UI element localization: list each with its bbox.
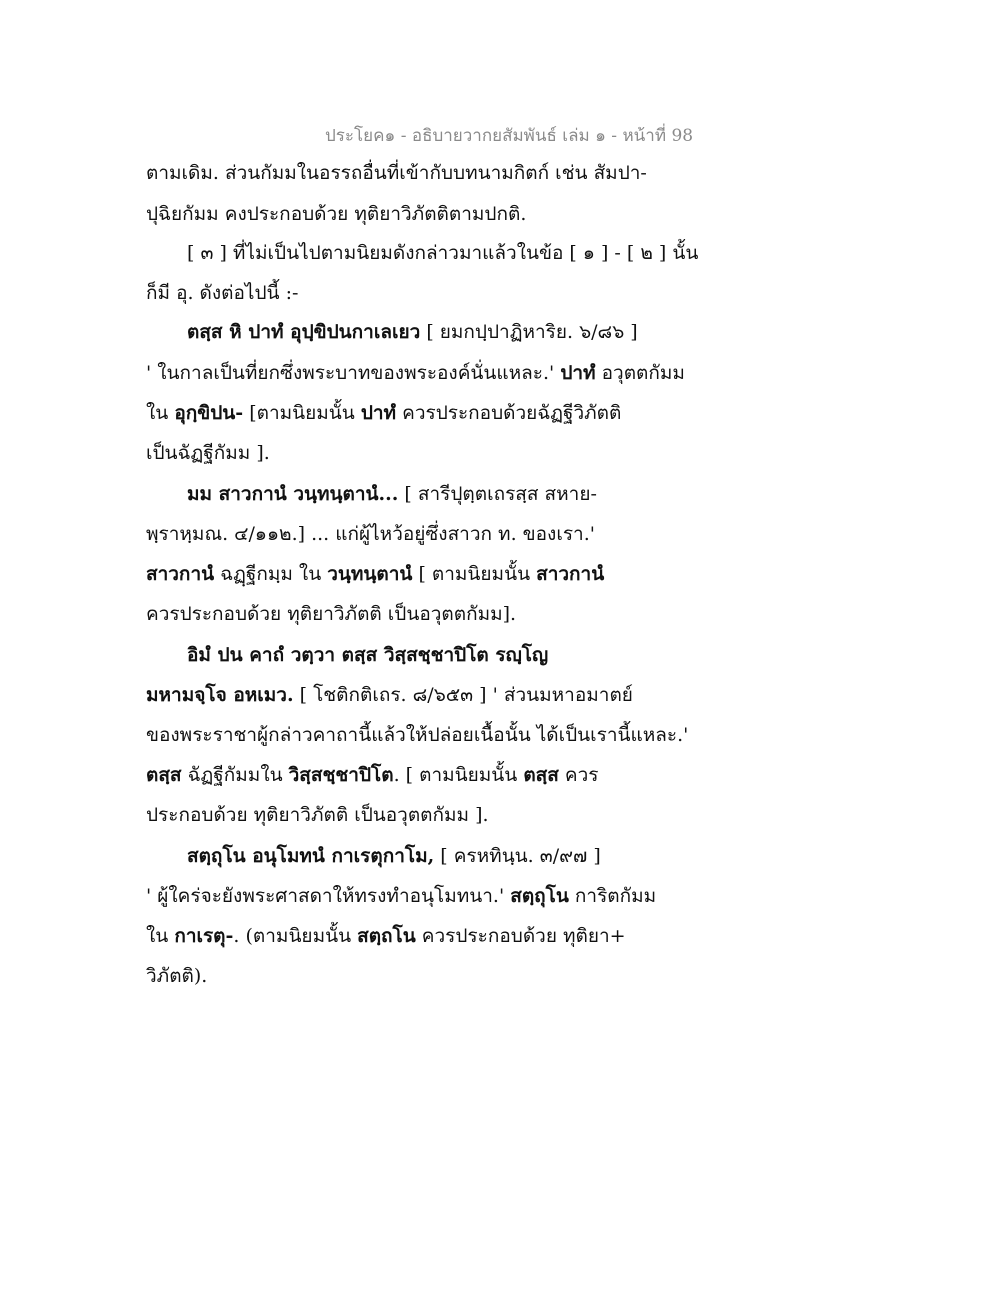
pali-phrase: มหามจฺโจ อหเมว.: [146, 684, 294, 706]
pali-phrase: มม สาวกานํ วนฺทนฺตานํ...: [187, 483, 399, 505]
pali-term: ปาทํ: [560, 362, 596, 384]
text-span: [ตามนิยมนั้น: [243, 402, 361, 424]
text-line: ตามเดิม. ส่วนกัมมในอรรถอื่นที่เข้ากับบทนามกิตก์ เช่น สัมปา-: [146, 162, 647, 184]
text-line: ควรประกอบด้วย ทุติยาวิภัตติ เป็นอวุตตกัมม].: [146, 603, 517, 625]
pali-term: สาวกานํ: [146, 563, 215, 585]
text-span: . (ตามนิยมนั้น: [233, 925, 358, 947]
pali-term: ตสฺส: [523, 764, 559, 786]
text-span: ใน: [146, 402, 175, 424]
text-line: [146, 358, 706, 388]
text-span: ควร: [558, 764, 599, 786]
text-line: [146, 680, 706, 710]
pali-term: สตฺถุโน: [510, 885, 569, 907]
text-line: เป็นฉัฏฐีกัมม ].: [146, 442, 270, 464]
pali-term: อุกฺขิปน-: [174, 402, 244, 424]
pali-term: สาวกานํ: [536, 563, 605, 585]
pali-term: ตสฺส: [146, 764, 182, 786]
text-line: ของพระราชาผู้กล่าวคาถานี้แล้วให้ปล่อยเนื้อนั้น ได้เป็นเรานี้แหละ.': [146, 724, 689, 746]
text-line: [187, 640, 747, 670]
text-span: ใน: [146, 925, 175, 947]
text-line: [187, 479, 747, 509]
text-span: ฉฏฺฐีกมฺม ใน: [214, 563, 328, 585]
text-span: ควรประกอบด้วยฉัฏฐีวิภัตติ: [396, 402, 622, 424]
pali-phrase: ตสฺส หิ ปาทํ อุปฺขิปนกาเลเยว: [187, 321, 421, 343]
text-line: [146, 881, 706, 911]
text-span: [ ตามนิยมนั้น: [412, 563, 537, 585]
text-line: [187, 317, 747, 347]
translation-text: ' ในกาลเป็นที่ยกซึ่งพระบาทของพระองค์นั่นแหละ.': [146, 362, 561, 384]
pali-phrase: อิมํ ปน คาถํ วตฺวา ตสฺส วิสฺสชฺชาปิโต รญฺโญ: [187, 644, 549, 666]
pali-term: วิสฺสชฺชาปิโต: [288, 764, 394, 786]
translation-text: ' ผู้ใคร่จะยังพระศาสดาให้ทรงทำอนุโมทนา.': [146, 885, 511, 907]
text-line: [146, 921, 706, 951]
reference: [ โชติกติเถร. ๘/๖๕๓ ] ' ส่วนมหาอมาตย์: [293, 684, 633, 706]
text-line: [146, 398, 706, 428]
pali-term: วนฺทนฺตานํ: [327, 563, 413, 585]
text-line: [187, 841, 747, 871]
pali-term: ปาทํ: [360, 402, 397, 424]
text-line: ก็มี อุ. ดังต่อไปนี้ :-: [146, 282, 299, 304]
reference: [ ครหทินฺน. ๓/๙๗ ]: [434, 845, 601, 867]
text-span: การิตกัมม: [568, 885, 657, 907]
reference: [ ยมกปฺปาฏิหาริย. ๖/๘๖ ]: [420, 321, 638, 343]
reference: [ สารีปุตฺตเถรสฺส สหาย-: [398, 483, 597, 505]
text-span: ควรประกอบด้วย ทุติยา+: [415, 925, 626, 947]
page-header: ประโยค๑ - อธิบายวากยสัมพันธ์ เล่ม ๑ - หน้าที่ 98: [325, 126, 694, 146]
pali-term: สตฺถโน: [357, 925, 416, 947]
pali-phrase: สตฺถุโน อนุโมทนํ กาเรตุกาโม,: [187, 845, 435, 867]
text-span: ฉัฏฐีกัมมใน: [181, 764, 289, 786]
text-line: ปุฉิยกัมม คงประกอบด้วย ทุติยาวิภัตติตามปกติ.: [146, 203, 527, 225]
text-line: ประกอบด้วย ทุติยาวิภัตติ เป็นอวุตตกัมม ].: [146, 804, 489, 826]
text-line: [ ๓ ] ที่ไม่เป็นไปตามนิยมดังกล่าวมาแล้วในข้อ [ ๑ ] - [ ๒ ] นั้น: [187, 242, 699, 264]
text-line: พฺราหฺมณ. ๔/๑๑๒.] ... แก่ผู้ไหว้อยู่ซึ่งสาวก ท. ของเรา.': [146, 523, 595, 545]
text-line: [146, 760, 706, 790]
text-span: อวุตตกัมม: [595, 362, 685, 384]
text-line: [146, 559, 706, 589]
text-line: วิภัตติ).: [146, 965, 208, 987]
text-span: . [ ตามนิยมนั้น: [393, 764, 524, 786]
pali-term: กาเรตุ-: [174, 925, 234, 947]
